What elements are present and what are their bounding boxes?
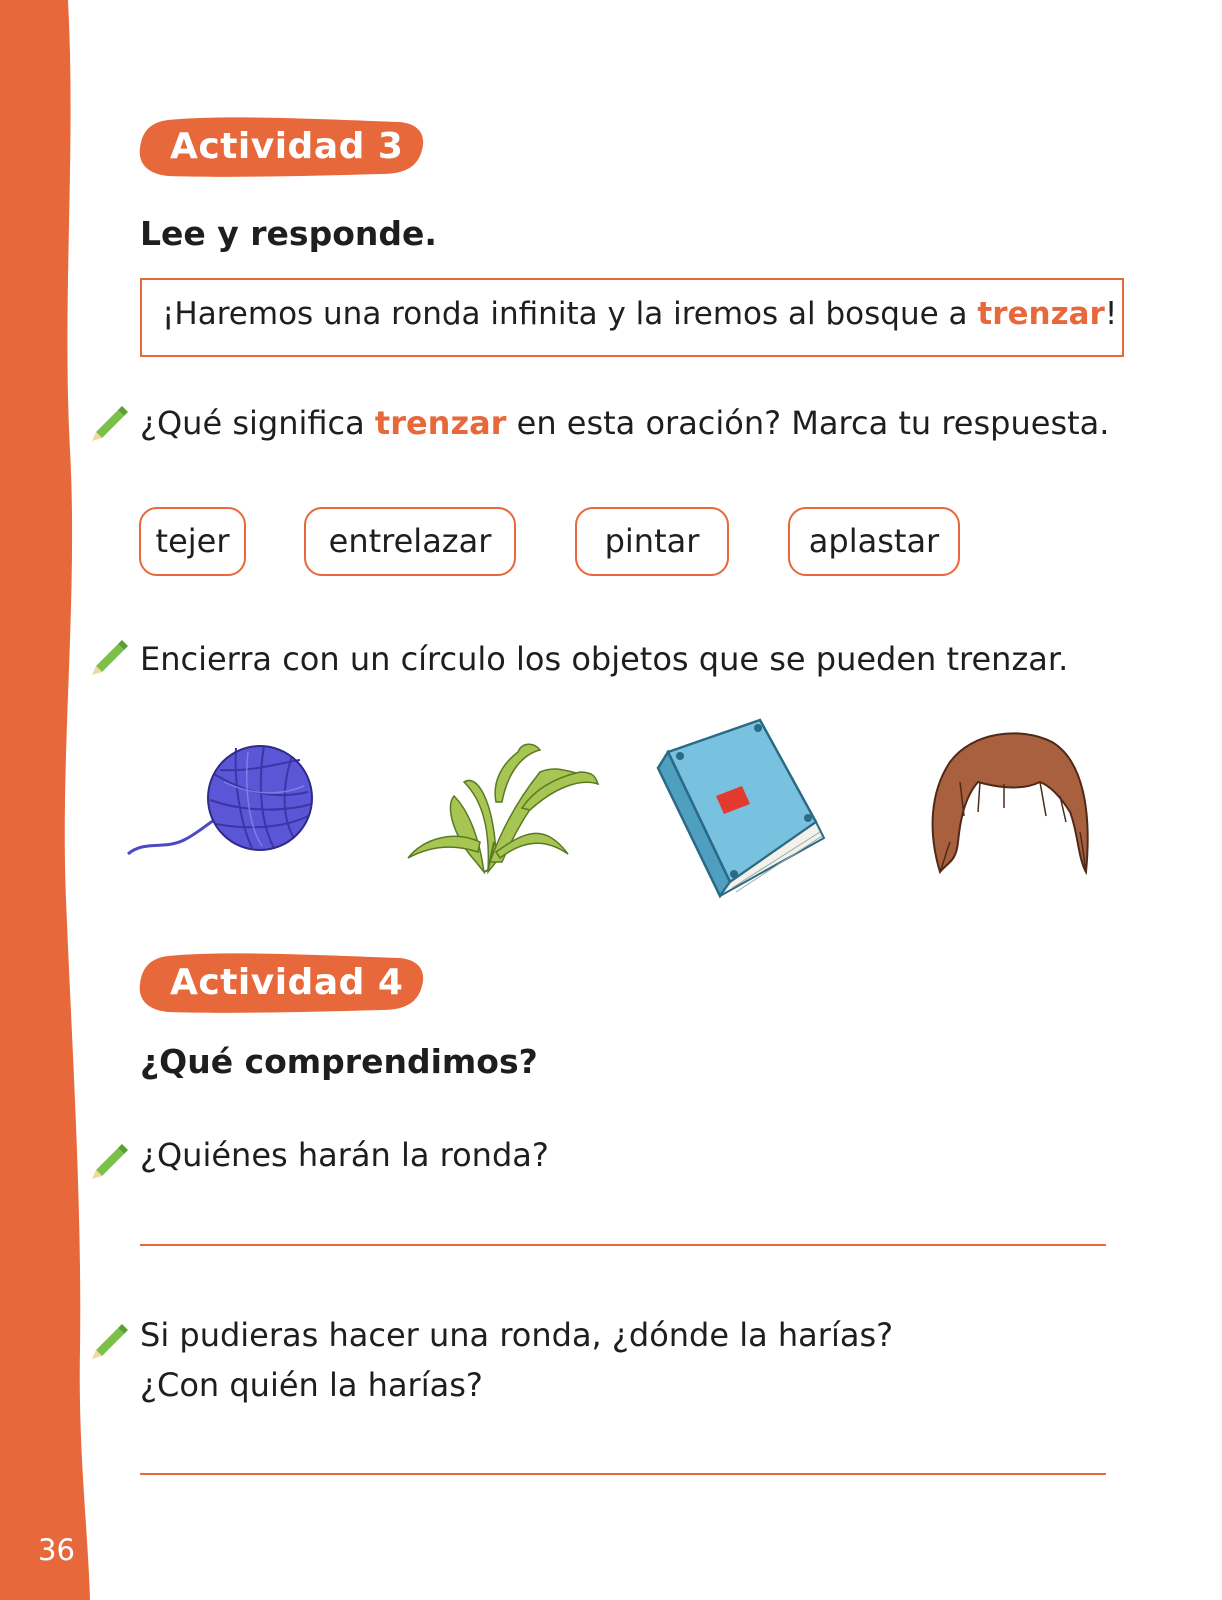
yarn-ball-image[interactable] [124,712,349,924]
answer-line-2[interactable] [140,1473,1106,1475]
question-meaning-text: ¿Qué significa [140,404,375,442]
sentence-end: ! [1104,296,1118,332]
pencil-icon [88,1138,130,1180]
pencil-icon [88,634,130,676]
option-tejer[interactable] [139,507,246,576]
question-who: ¿Quiénes harán la ronda? [140,1136,549,1174]
sentence-text: ¡Haremos una ronda infinita y la iremos al bosque a [162,296,978,332]
option-label: entrelazar [328,522,492,560]
activity-3-instruction: Lee y responde. [140,214,437,253]
question-circle: Encierra con un círculo los objetos que se pueden trenzar. [140,640,1069,678]
option-label: aplastar [808,522,940,560]
page-number: 36 [38,1533,75,1567]
side-band [0,0,110,1600]
pencil-icon [88,1318,130,1360]
pencil-icon [88,400,130,442]
option-label: pintar [604,522,700,560]
question-where-line2: ¿Con quién la harías? [140,1366,483,1404]
plant-icon [384,712,614,924]
book-icon [640,712,850,924]
option-aplastar[interactable] [788,507,960,576]
yarn-ball-icon [124,712,349,924]
question-meaning-end: en esta oración? Marca tu respuesta. [506,404,1110,442]
sentence-keyword: trenzar [977,296,1105,332]
option-entrelazar[interactable] [304,507,516,576]
plant-image[interactable] [384,712,614,924]
book-image[interactable] [640,712,850,924]
question-where-line1: Si pudieras hacer una ronda, ¿dónde la harías? [140,1316,894,1354]
option-label: tejer [155,522,230,560]
activity-4-badge [138,952,426,1016]
hair-image[interactable] [920,712,1100,924]
activity-3-title: Actividad 3 [170,126,404,167]
activity-3-badge [138,116,426,180]
option-pintar[interactable] [575,507,729,576]
sentence [162,296,1117,332]
sentence-box [140,278,1124,357]
question-meaning-keyword: trenzar [374,404,507,442]
answer-line-1[interactable] [140,1244,1106,1246]
activity-4-title: Actividad 4 [170,962,404,1003]
question-meaning [140,404,1109,442]
activity-4-heading: ¿Qué comprendimos? [140,1042,538,1081]
hair-icon [920,712,1100,924]
